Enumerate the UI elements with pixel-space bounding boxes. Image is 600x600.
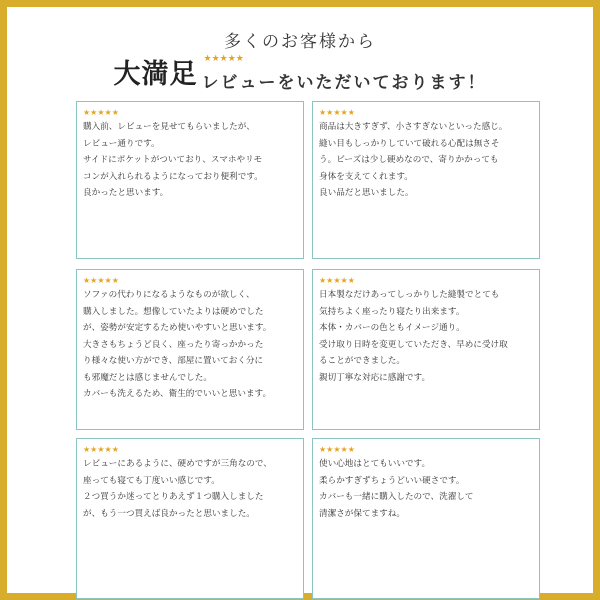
review-line: 気持ちよく座ったり寝たり出来ます。 <box>319 306 465 317</box>
review-line: カバーも一緒に購入したので、洗濯して <box>319 492 474 502</box>
review-line: 大きさもちょうど良く、座ったり寄っかかった <box>83 339 264 350</box>
review-line: レビューにあるように、硬めですが三角なので、 <box>83 459 272 469</box>
review-line: コンが入れられるようになっており便利です。 <box>83 171 263 182</box>
title-row <box>7 55 593 91</box>
review-card-1 <box>76 101 304 259</box>
review-line: 受け取り日時を変更していただき、早めに受け取 <box>319 339 508 350</box>
review-line: 縫い目もしっかりしていて破れる心配は無さそ <box>319 138 500 149</box>
review-line: り様々な使い方ができ、部屋に置いておく分に <box>83 356 264 366</box>
review-text <box>83 119 297 202</box>
review-card-6 <box>312 438 540 599</box>
review-line: 商品は大きすぎず、小さすぎないといった感じ。 <box>319 122 508 132</box>
review-text <box>319 456 533 522</box>
title-right <box>201 54 487 93</box>
title-star-rating-icon: ★★★★★ <box>203 54 244 64</box>
review-line: 親切丁寧な対応に感謝です。 <box>319 372 431 383</box>
review-line: カバーも洗えるため、衛生的でいいと思います。 <box>83 389 272 399</box>
title-rest: レビューをいただいております！ <box>201 73 487 93</box>
review-line: 良い品だと思いました。 <box>319 188 414 198</box>
review-line: 日本製なだけあってしっかりした縫製でとても <box>319 290 500 300</box>
review-text <box>319 287 533 386</box>
review-line: レビュー通りです。 <box>83 138 160 149</box>
review-card-3 <box>76 269 304 430</box>
review-line: が、姿勢が安定するため使いやすいと思います。 <box>83 323 272 333</box>
review-card-4 <box>312 269 540 430</box>
review-text <box>83 287 297 403</box>
review-line: が、もう一つ買えば良かったと思いました。 <box>83 508 255 519</box>
review-line: 身体を支えてくれます。 <box>319 171 413 182</box>
review-line: サイドにポケットがついており、スマホやリモ <box>83 155 263 165</box>
star-rating-icon: ★★★★★ <box>319 276 355 285</box>
header <box>7 7 593 97</box>
star-rating-icon: ★★★★★ <box>83 276 119 285</box>
star-rating-icon: ★★★★★ <box>83 108 119 117</box>
review-card-2 <box>312 101 540 259</box>
review-line: 購入前、レビューを見せてもらいましたが、 <box>83 122 255 132</box>
review-line: も邪魔だとは感じませんでした。 <box>83 372 212 383</box>
review-line: う。ビーズは少し硬めなので、寄りかかっても <box>319 155 499 165</box>
review-line: 良かったと思います。 <box>83 188 169 198</box>
review-line: 使い心地はとてもいいです。 <box>319 459 431 469</box>
review-line: ２つ買うか迷ってとりあえず１つ購入しました <box>83 492 264 502</box>
review-line: 清潔さが保てますね。 <box>319 508 405 519</box>
star-rating-icon: ★★★★★ <box>319 445 355 454</box>
review-line: 柔らかすぎずちょうどいい硬さです。 <box>319 475 465 486</box>
review-line: 本体・カバーの色ともイメージ通り。 <box>319 323 465 333</box>
review-card-5 <box>76 438 304 599</box>
subtitle: 多くのお客様から <box>224 32 376 52</box>
review-text <box>319 119 533 202</box>
review-line: 座っても寝ても丁度いい感じです。 <box>83 475 220 486</box>
review-text <box>83 456 297 522</box>
star-rating-icon: ★★★★★ <box>319 108 355 117</box>
star-rating-icon: ★★★★★ <box>83 445 119 454</box>
review-line: 購入しました。想像していたよりは硬めでした <box>83 306 264 317</box>
review-line: ソファの代わりになるようなものが欲しく、 <box>83 290 255 300</box>
review-line: ることができました。 <box>319 356 405 366</box>
title-main: 大満足 <box>113 59 198 90</box>
